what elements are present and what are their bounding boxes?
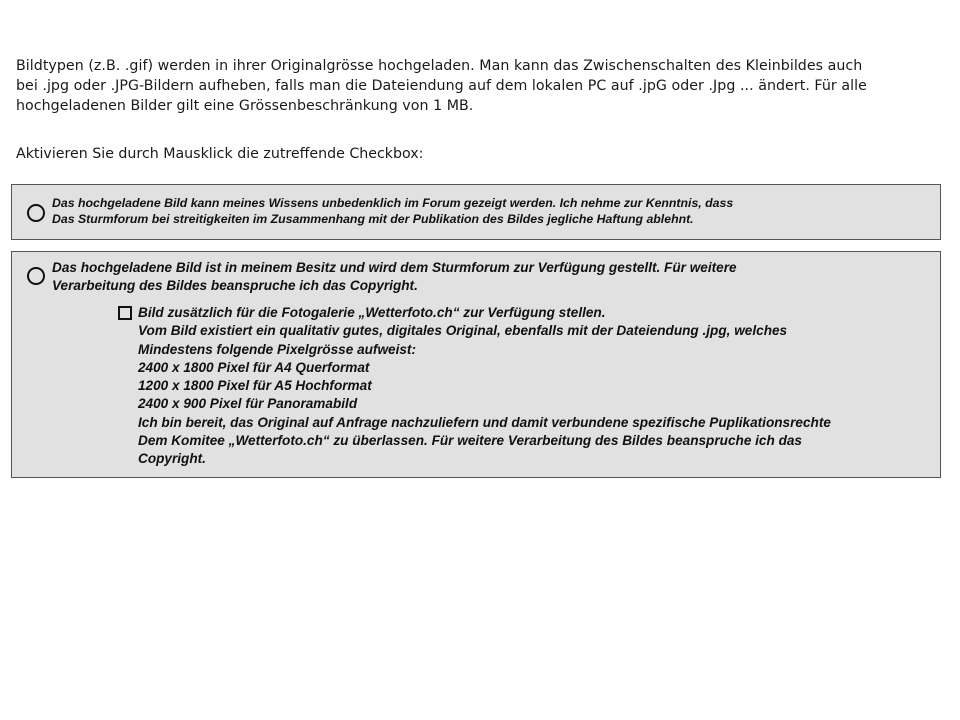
gallery-line: 1200 x 1800 Pixel für A5 Hochformat — [138, 378, 372, 394]
option-2-line: Verarbeitung des Bildes beanspruche ich das Copyright. — [52, 278, 418, 294]
gallery-line: Vom Bild existiert ein qualitativ gutes, digitales Original, ebenfalls mit der Dateiendung .jpg, welches — [138, 323, 788, 339]
option-2-line: Das hochgeladene Bild ist in meinem Besitz und wird dem Sturmforum zur Verfügung gestellt. Für weitere — [52, 260, 737, 275]
intro-line: bei .jpg oder .JPG-Bildern aufheben, falls man die Dateiendung auf dem lokalen PC auf .jpG oder .Jpg ... ändert. Für alle — [16, 78, 867, 94]
gallery-line: Bild zusätzlich für die Fotogalerie „Wetterfoto.ch“ zur Verfügung stellen. — [138, 305, 606, 320]
option-2-text — [52, 259, 737, 296]
option-forum-only[interactable] — [11, 184, 941, 240]
gallery-line: Copyright. — [138, 451, 206, 467]
option-1-line: Das hochgeladene Bild kann meines Wissens unbedenklich im Forum gezeigt werden. Ich nehme zur Kenntnis, dass — [52, 196, 734, 210]
option-1-line: Das Sturmforum bei streitigkeiten im Zusammenhang mit der Publikation des Bildes jegliche Haftung ablehnt. — [52, 212, 694, 226]
option-1-text — [52, 195, 733, 227]
gallery-line: Dem Komitee „Wetterfoto.ch“ zu überlassen. Für weitere Verarbeitung des Bildes beanspruche ich das — [138, 433, 802, 449]
radio-button-option-1[interactable] — [27, 204, 45, 222]
radio-button-option-2[interactable] — [27, 267, 45, 285]
gallery-checkbox[interactable] — [118, 306, 132, 320]
intro-paragraph — [16, 56, 936, 124]
intro-line: Bildtypen (z.B. .gif) werden in ihrer Originalgrösse hochgeladen. Man kann das Zwischenschalten des Kleinbildes auch — [16, 58, 863, 74]
gallery-text — [138, 304, 831, 469]
option-owned-image[interactable] — [11, 251, 941, 478]
gallery-line: Ich bin bereit, das Original auf Anfrage nachzuliefern und damit verbundene spezifische Puplikationsrechte — [138, 414, 831, 430]
checkbox-instruction: Aktivieren Sie durch Mausklick die zutreffende Checkbox: — [16, 146, 424, 162]
gallery-line: Mindestens folgende Pixelgrösse aufweist: — [138, 341, 416, 357]
gallery-line: 2400 x 900 Pixel für Panoramabild — [138, 396, 358, 412]
intro-line: hochgeladenen Bilder gilt eine Grössenbeschränkung von 1 MB. — [16, 98, 474, 114]
gallery-line: 2400 x 1800 Pixel für A4 Querformat — [138, 359, 370, 375]
